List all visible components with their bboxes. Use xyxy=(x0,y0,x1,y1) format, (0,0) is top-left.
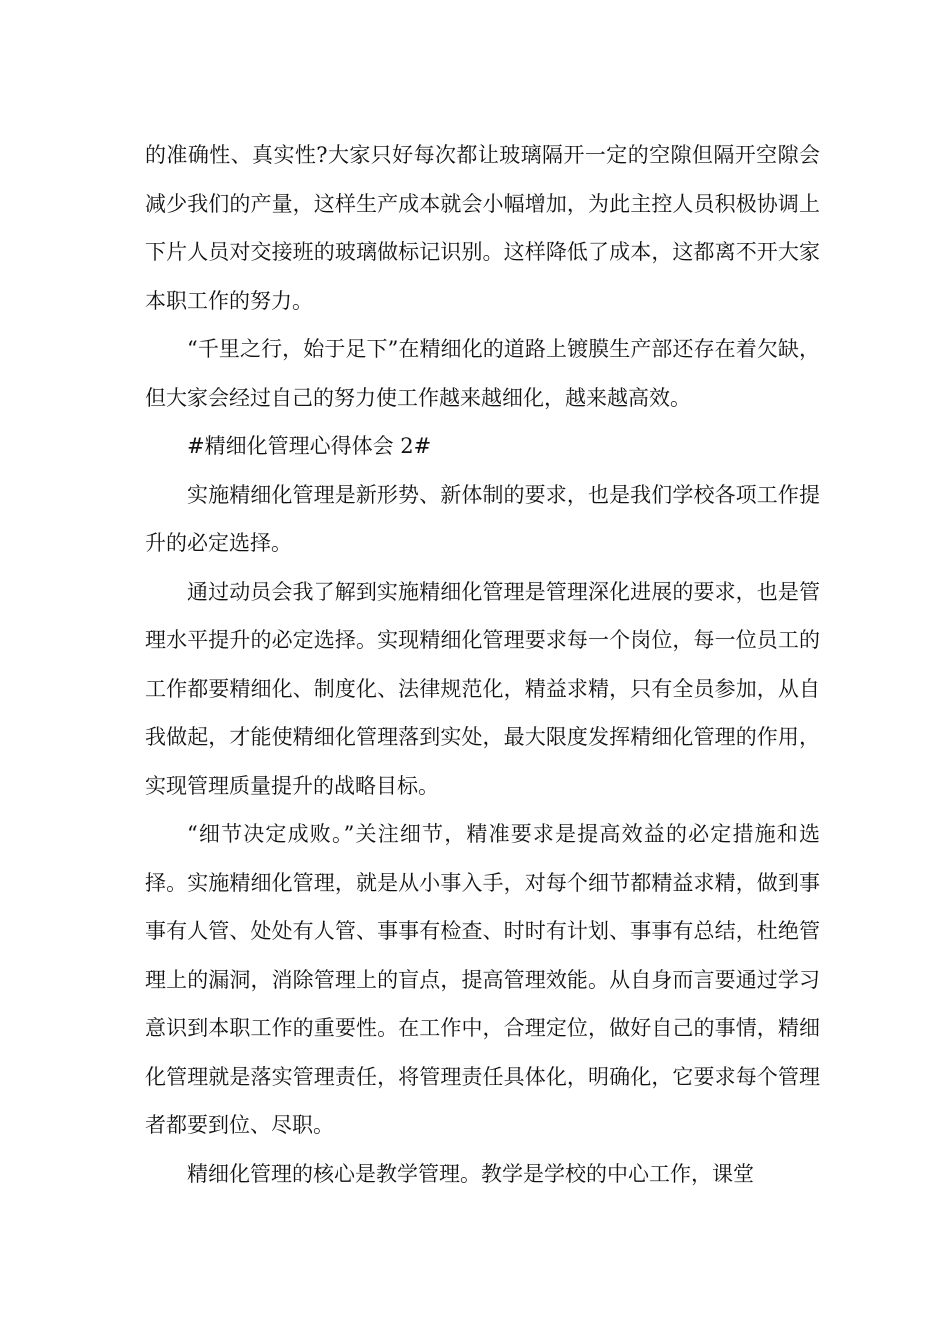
paragraph-core: 精细化管理的核心是教学管理。教学是学校的中心工作，课堂 xyxy=(187,1161,754,1186)
paragraph-meeting: 通过动员会我了解到实施精细化管理是管理深化进展的要求，也是管理水平提升的必定选择。实现精细化管理要求每一个岗位，每一位员工的工作都要精细化、制度化、法律规范化，精益求精，只有全员参加，从自我做起，才能使精细化管理落到实处，最大限度发挥精细化管理的作用，实现管理质量提升的战略目标。 xyxy=(145,579,820,798)
paragraph-details: “细节决定成败。”关注细节，精准要求是提高效益的必定措施和选择。实施精细化管理，就是从小事入手，对每个细节都精益求精，做到事事有人管、处处有人管、事事有检查、时时有计划、事事有总结，杜绝管理上的漏洞，消除管理上的盲点，提高管理效能。从自身而言要通过学习意识到本职工作的重要性。在工作中，合理定位，做好自己的事情，精细化管理就是落实管理责任，将管理责任具体化，明确化，它要求每个管理者都要到位、尽职。 xyxy=(145,822,820,1137)
paragraph-continuation: 的准确性、真实性?大家只好每次都让玻璃隔开一定的空隙但隔开空隙会减少我们的产量，这样生产成本就会小幅增加，为此主控人员积极协调上下片人员对交接班的玻璃做标记识别。这样降低了成本，这都离不开大家本职工作的努力。 xyxy=(145,143,820,313)
paragraph-intro: 实施精细化管理是新形势、新体制的要求，也是我们学校各项工作提升的必定选择。 xyxy=(145,482,820,555)
section-heading: #精细化管理心得体会 2# xyxy=(187,434,432,458)
document-body xyxy=(145,131,820,1198)
paragraph-quote-journey: “千里之行，始于足下”在精细化的道路上镀膜生产部还存在着欠缺，但大家会经过自己的努力使工作越来越细化，越来越高效。 xyxy=(145,337,820,410)
